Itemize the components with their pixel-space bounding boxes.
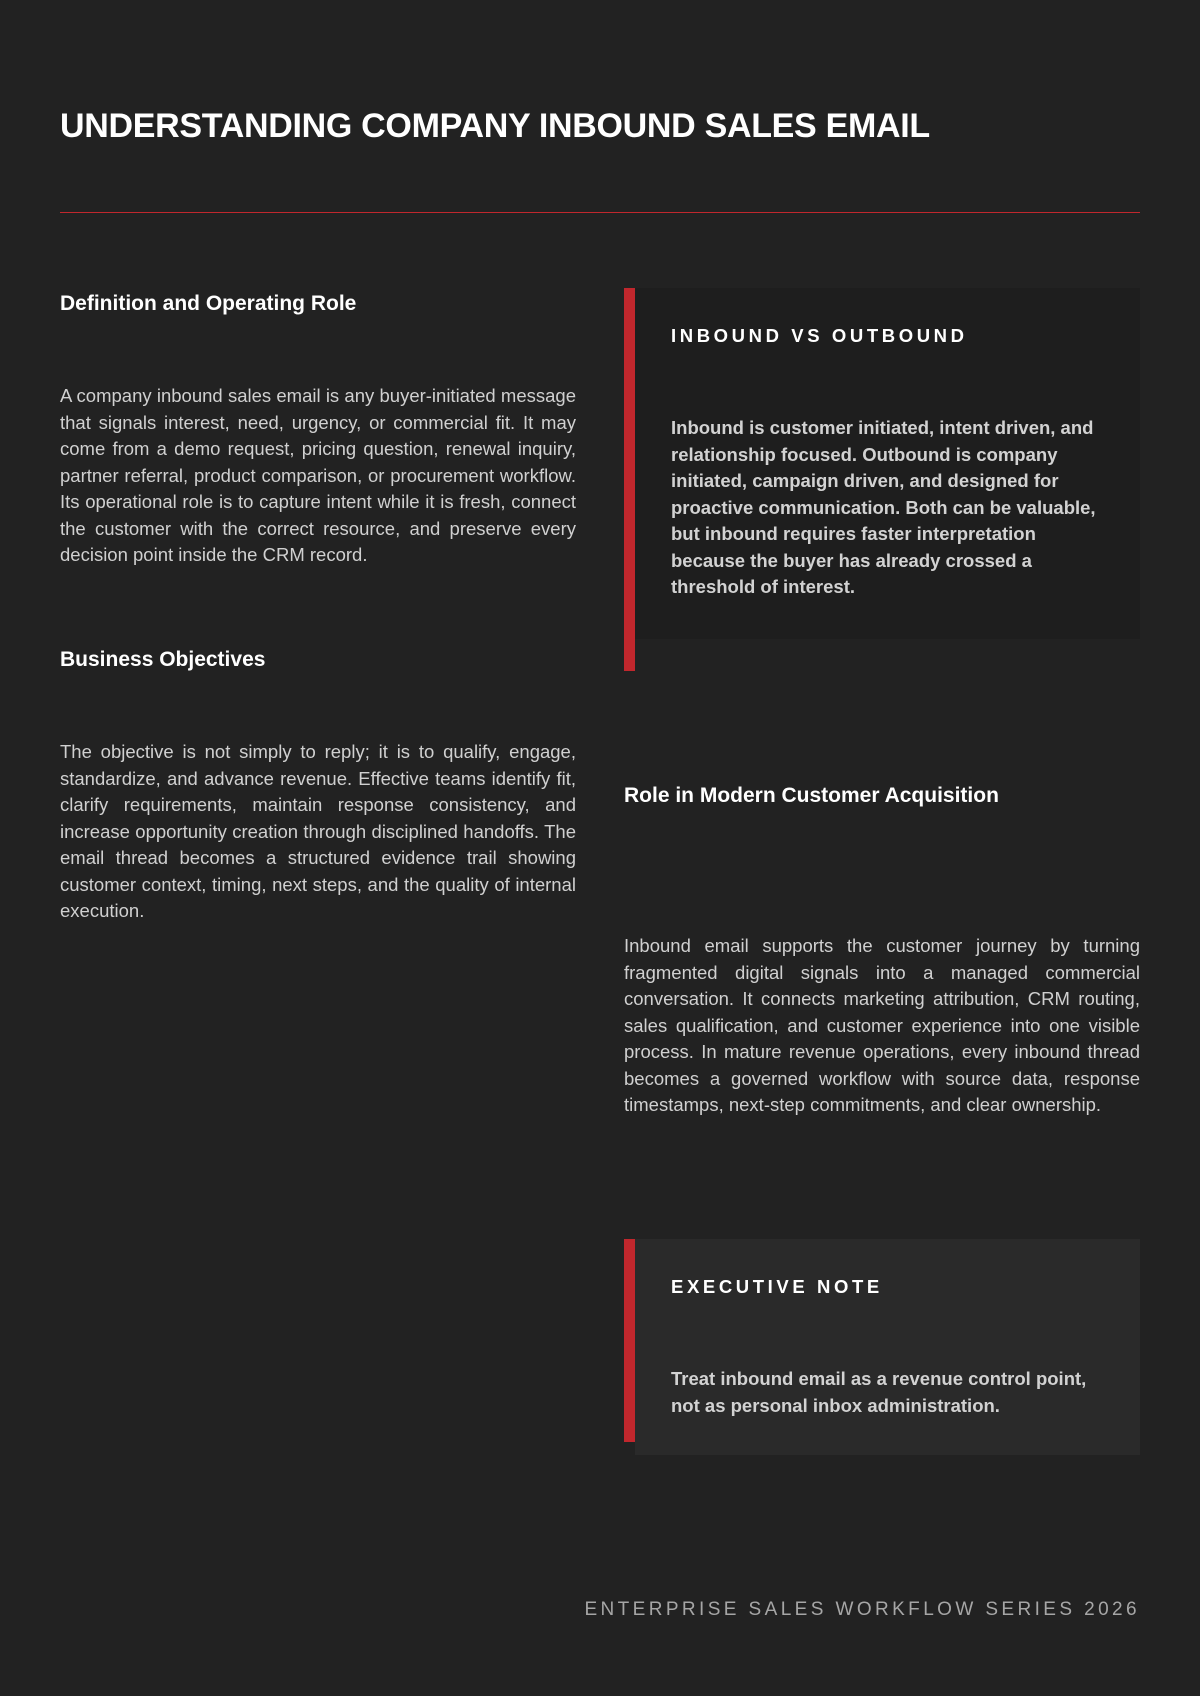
callout-accent-bar	[624, 288, 635, 671]
definition-body: A company inbound sales email is any buyer-initiated message that signals interest, need, urgency, or commercial fit. It may come from a demo request, pricing question, renewal inquiry, partner referral, product comparison, or procurement workflow. Its operational role is to capture intent while it is fresh, connect the customer with the correct resource, and preserve every decision point inside the CRM record.	[60, 385, 576, 565]
acquisition-body: Inbound email supports the customer journey by turning fragmented digital signals into a managed commercial conversation. It connects marketing attribution, CRM routing, sales qualification, and customer experience into one visible process. In mature revenue operations, every inbound thread becomes a governed workflow with source data, response timestamps, next-step commitments, and clear ownership.	[624, 935, 1140, 1115]
inbound-vs-outbound-body: Inbound is customer initiated, intent driven, and relationship focused. Outbound is company initiated, campaign driven, and designed for proactive communication. Both can be valuable, but inbound requires faster interpretation because the buyer has already crossed a threshold of interest.	[671, 417, 1096, 597]
callout-panel	[635, 1239, 1140, 1455]
objectives-body: The objective is not simply to reply; it is to qualify, engage, standardize, and advance revenue. Effective teams identify fit, clarify requirements, maintain response consistency, and increase opportunity creation through disciplined handoffs. The email thread becomes a structured evidence trail showing customer context, timing, next steps, and the quality of internal execution.	[60, 741, 576, 921]
page-title: UNDERSTANDING COMPANY INBOUND SALES EMAIL	[60, 107, 930, 145]
executive-note-body: Treat inbound email as a revenue control point, not as personal inbox administration.	[671, 1368, 1087, 1416]
inbound-vs-outbound-callout	[624, 288, 1140, 671]
title-divider	[60, 212, 1140, 213]
executive-note-callout	[624, 1239, 1140, 1455]
callout-accent-bar	[624, 1239, 635, 1442]
definition-heading: Definition and Operating Role	[60, 292, 357, 315]
callout-panel	[635, 288, 1140, 639]
executive-note-label: EXECUTIVE NOTE	[671, 1276, 883, 1297]
objectives-heading: Business Objectives	[60, 648, 266, 671]
inbound-vs-outbound-label: INBOUND VS OUTBOUND	[671, 325, 968, 346]
acquisition-heading: Role in Modern Customer Acquisition	[624, 784, 999, 807]
footer-series: ENTERPRISE SALES WORKFLOW SERIES 2026	[584, 1599, 1140, 1620]
